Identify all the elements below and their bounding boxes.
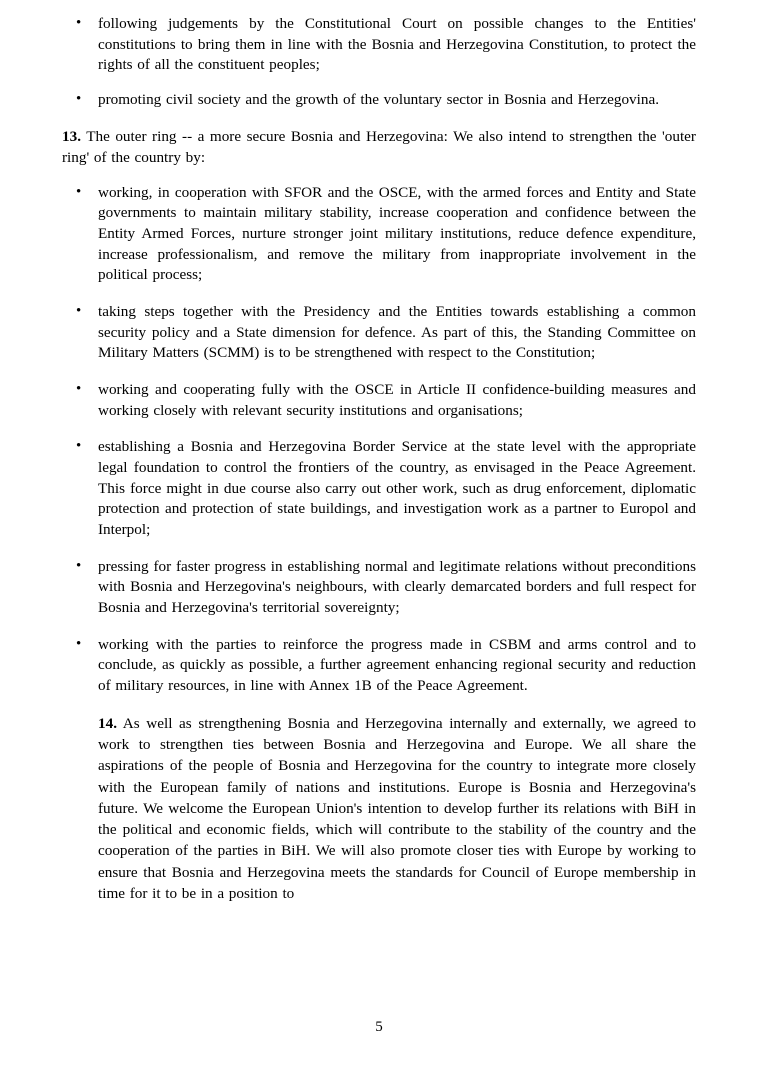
page-number: 5 xyxy=(375,1019,383,1035)
paragraph-14-text: As well as strengthening Bosnia and Herzegovina internally and externally, we agreed to work to strengthen ties between Bosnia and Herzegovina and Europe. We all share the aspirations of the people of Bosnia and Herzegovina for the country to integrate more closely with the European family of nations and institutions. Europe is Bosnia and Herzegovina's future. We welcome the European Union's intention to develop further its relations with BiH in the political and economic fields, which will contribute to the stability of the country and the cooperation of the parties in BiH. We will also promote closer ties with Europe by working to ensure that Bosnia and Herzegovina meets the standards for Council of Europe membership in time for it to be in a position to xyxy=(98,714,696,902)
paragraph-14-number: 14. xyxy=(98,714,117,732)
list-item: • taking steps together with the Presidency and the Entities towards establishing a common security policy and a State dimension for defence. As part of this, the Standing Committee on Military Matters (SCMM) is to be strengthened with respect to the Constitution; xyxy=(62,302,696,364)
list-item: • pressing for faster progress in establishing normal and legitimate relations without preconditions with Bosnia and Herzegovina's neighbours, with clearly demarcated borders and full respect for Bosnia and Herzegovina's territorial sovereignty; xyxy=(62,557,696,619)
paragraph-13-number: 13. xyxy=(62,127,81,145)
list-item: • promoting civil society and the growth of the voluntary sector in Bosnia and Herzegovina. xyxy=(62,90,696,111)
paragraph-13-text: The outer ring -- a more secure Bosnia and Herzegovina: We also intend to strengthen the 'outer ring' of the country by: xyxy=(62,127,696,166)
list-item: • working, in cooperation with SFOR and the OSCE, with the armed forces and Entity and State governments to maintain military stability, increase cooperation and confidence between the Entity Armed Forces, nurture stronger joint military institutions, reduce defence expenditure, increase professionalism, and remove the military from inappropriate involvement in the political process; xyxy=(62,183,696,286)
list-item: • working and cooperating fully with the OSCE in Article II confidence-building measures and working closely with relevant security institutions and organisations; xyxy=(62,380,696,421)
paragraph-14 xyxy=(62,713,696,905)
list-item: • working with the parties to reinforce the progress made in CSBM and arms control and to conclude, as quickly as possible, a further agreement enhancing regional security and reduction of military resources, in line with Annex 1B of the Peace Agreement. xyxy=(62,635,696,697)
list-item: • following judgements by the Constitutional Court on possible changes to the Entities' constitutions to bring them in line with the Bosnia and Herzegovina Constitution, to protect the rights of all the constituent peoples; xyxy=(62,14,696,76)
section-13-bullet-list xyxy=(62,183,696,697)
top-bullet-list xyxy=(62,14,696,111)
paragraph-13 xyxy=(62,127,696,169)
list-item: • establishing a Bosnia and Herzegovina Border Service at the state level with the appropriate legal foundation to control the frontiers of the country, as envisaged in the Peace Agreement. This force might in due course also carry out other work, such as drug enforcement, diplomatic protection and protection of state buildings, and investigation work as a partner to Europol and Interpol; xyxy=(62,437,696,540)
